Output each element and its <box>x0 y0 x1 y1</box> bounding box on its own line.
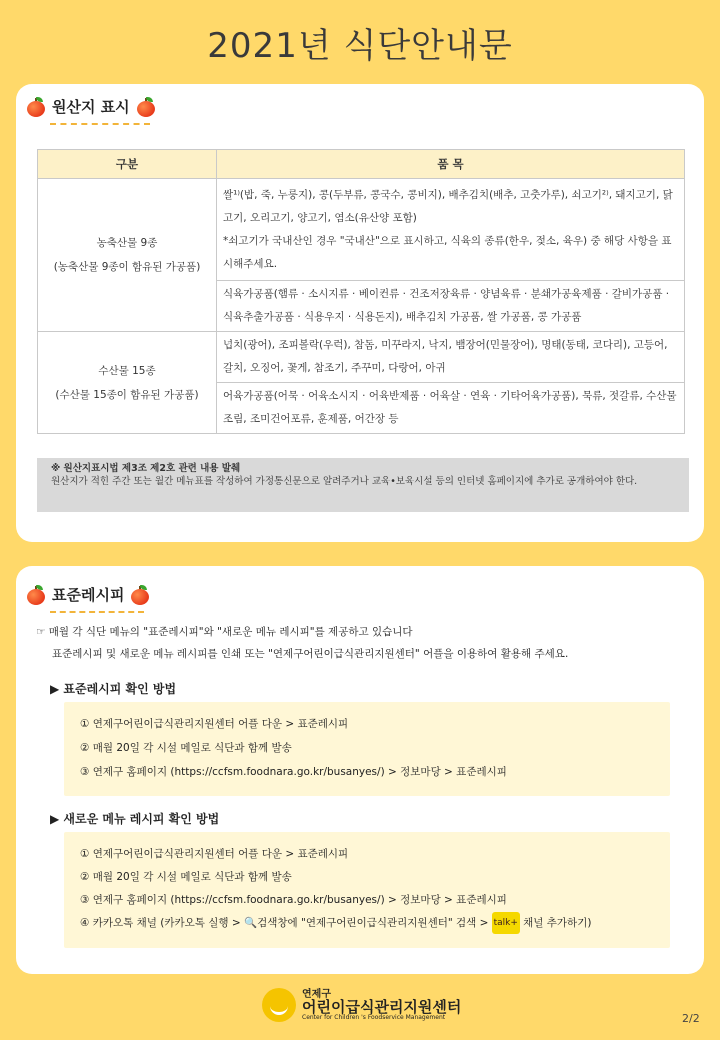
new-recipe-title: ▶ 새로운 메뉴 레시피 확인 방법 <box>50 812 220 826</box>
kakao-suffix: 채널 추가하기) <box>523 917 592 929</box>
recipe-card <box>16 566 704 974</box>
smile-logo-icon <box>262 988 296 1022</box>
new-row-1: ① 연제구어린이급식관리지원센터 어플 다운 > 표준레시피 <box>80 848 349 860</box>
recipe-heading-text: 표준레시피 <box>52 586 125 604</box>
origin-card <box>16 84 704 542</box>
law-note-title: ※ 원산지표시법 제3조 제2호 관련 내용 발췌 <box>51 463 241 474</box>
recipe-intro-1: ☞ 매월 각 식단 메뉴의 "표준레시피"와 "새로운 메뉴 레시피"를 제공하고 있습니다 <box>36 626 413 638</box>
fishery-sub: (수산물 15종이 함유된 가공품) <box>55 388 199 401</box>
std-recipe-title: ▶ 표준레시피 확인 방법 <box>50 682 177 696</box>
logo-big: 어린이급식관리지원센터 <box>302 997 462 1016</box>
origin-heading <box>26 96 156 117</box>
recipe-intro-2: 표준레시피 및 새로운 메뉴 레시피를 인쇄 또는 "연제구어린이급식관리지원센터" 어플을 이용하여 활용해 주세요. <box>52 648 569 660</box>
livestock-sub: (농축산물 9종이 함유된 가공품) <box>53 261 201 273</box>
livestock-item-2: 식육가공품(햄류 · 소시지류 · 베이컨류 · 건조저장육류 · 양념육류 · 분쇄가공육제품 · 갈비가공품 · 식육추출가공품 · 식용우지 · 식용돈지), 배추김치 가공품, 쌀 가공품, 콩 가공품 <box>217 281 685 332</box>
new-row-3: ③ 연제구 홈페이지 (https://ccfsm.foodnara.go.kr/busanyes/) > 정보마당 > 표준레시피 <box>80 894 507 906</box>
apple-icon <box>136 97 156 117</box>
apple-icon <box>130 585 150 605</box>
livestock-item-1-text: 쌀¹⁾(밥, 죽, 누룽지), 콩(두부류, 콩국수, 콩비지), 배추김치(배추, 고춧가루), 쇠고기²⁾, 돼지고기, 닭고기, 오리고기, 양고기, 염소(유산양 포함) <box>223 188 673 224</box>
recipe-heading <box>26 584 150 605</box>
fishery-item-2: 어육가공품(어묵 · 어육소시지 · 어육반제품 · 어육살 · 연육 · 기타어육가공품), 묵류, 젓갈류, 수산물조림, 조미건어포류, 훈제품, 어간장 등 <box>217 383 685 434</box>
apple-icon <box>26 97 46 117</box>
law-note <box>37 458 689 512</box>
std-row-3: ③ 연제구 홈페이지 (https://ccfsm.foodnara.go.kr/busanyes/) > 정보마당 > 표준레시피 <box>80 766 507 778</box>
new-recipe-box <box>64 832 670 948</box>
livestock-item-1-note: *쇠고기가 국내산인 경우 "국내산"으로 표시하고, 식육의 종류(한우, 젖소, 육우) 중 해당 사항을 표시해주세요. <box>223 234 672 270</box>
std-recipe-box <box>64 702 670 796</box>
kakao-channel-icon: talk+ <box>492 912 520 934</box>
apple-icon <box>26 585 46 605</box>
col-category: 구분 <box>38 150 217 179</box>
origin-table <box>37 149 685 434</box>
page-number: 2/2 <box>682 1012 700 1025</box>
center-logo <box>262 988 461 1022</box>
fishery-label: 수산물 15종 <box>98 364 156 377</box>
logo-en: Center for Children 's Foodservice Management <box>302 1013 446 1021</box>
std-row-2: ② 매월 20일 각 시설 메일로 식단과 함께 발송 <box>80 742 292 754</box>
page-title: 2021년 식단안내문 <box>207 26 513 66</box>
col-items: 품 목 <box>217 150 685 179</box>
livestock-item-1 <box>217 179 685 281</box>
new-row-4 <box>80 912 591 934</box>
std-row-1: ① 연제구어린이급식관리지원센터 어플 다운 > 표준레시피 <box>80 718 349 730</box>
logo-small: 연제구 <box>302 988 331 1000</box>
origin-heading-text: 원산지 표시 <box>52 98 130 116</box>
livestock-label: 농축산물 9종 <box>96 237 158 249</box>
law-note-body: 원산지가 적힌 주간 또는 월간 메뉴표를 작성하여 가정통신문으로 알려주거나 교육•보육시설 등의 인터넷 홈페이지에 추가로 공개하여야 한다. <box>51 476 638 487</box>
new-row-2: ② 매월 20일 각 시설 메일로 식단과 함께 발송 <box>80 871 292 883</box>
fishery-category <box>38 332 217 434</box>
new-row-4-text: ④ 카카오톡 채널 (카카오톡 실행 > 🔍검색창에 "연제구어린이급식관리지원센터" 검색 > <box>80 917 489 929</box>
fishery-item-1: 넙치(광어), 조피볼락(우럭), 참돔, 미꾸라지, 낙지, 뱀장어(민물장어), 명태(동태, 코다리), 고등어, 갈치, 오징어, 꽃게, 참조기, 주꾸미, 다랑어, 아귀 <box>217 332 685 383</box>
livestock-category <box>38 179 217 332</box>
